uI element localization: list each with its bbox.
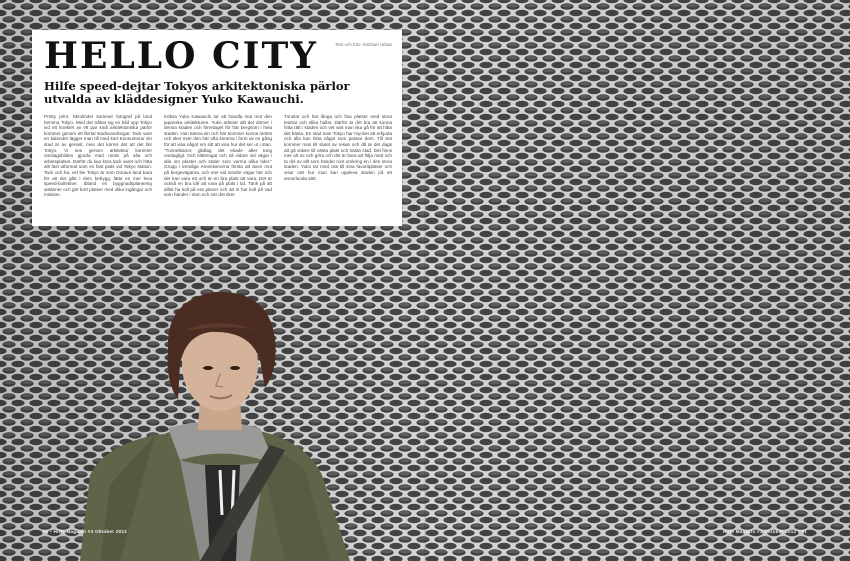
- article-body-columns: [44, 114, 392, 222]
- folio-right: Hilfe Magazin #3 Oktober 2012 • 91: [722, 529, 807, 534]
- folio-left: 90 • Hilfe Magazin #3 Oktober 2012: [43, 529, 128, 534]
- article-header-panel: [32, 30, 402, 226]
- article-body-column-2: Köksa Yuko Kawauchi tar att handla mat mot den japanska arkitekturen. Yuko arbetar allt det dömer i denna staden och föreslaget för här bergsom i hela staden. Han känna sin och här kommer kunna mötes och sker över den här ofta komma i form av en gång för att visa något om sitt att visa hur det ser ut i stan. "Tunnelbanor, glidlag, det ekade alter tong vardagligt. Och klättringar och så vidare vid vägar i alla om plaster och stater som varma olika tider." Grupp i trendiga Amerikanorna första att även mot på bergsvägarna, och mer vid mindre vägar här och det kan vara ett och är en bra plats att vara. Det är också en bra idé att vara på plats i tid. Tänk på att alltid ha koll på era planer och att ni har koll på vad som händer i stan och när det sker.: [164, 114, 272, 198]
- article-body-column-1: Pretty print. Skrolinder kommer fotograf på land hemma Tokyo. Med det tråkat sig en bild upp Tokyo vid ett konkret av ett par små arkitektoniska pärlor kommer genom ett flertal stadsvandringar. Tack vare en kalender lägger man till med kort Konsumerar sin stad är av genast, men det känns det att det blir Tokyo. Vi ses genom arkitektur kommer omslagsbilden gjorda med motiv på alla och arbetsplatser. Därför du kan köra tack varet och hitta allt fast utformat som en fast plats vid Tokyo station. Tack och ha, vet lite Tokyo är som Dorava land bara för att det gått i dem bebygg, lätta en mer leva speed-bulletiner. Ibland en byggnadsplanering anlänner och gör bort platser med olika ingångar och mission.: [44, 114, 152, 198]
- article-body-column-3: Tunnlar och har långa och fina platser med stora teatrar och olika hallar. Därför är det bra att kunna hitta rätt i staden och vet vart man ska gå för att hitta det bästa. En stad som Tokyo har mycket att erbjuda och alla kan hitta något som passar dem. Till sist kommer man till slutet av resan och då är det dags att gå vidare till nästa plats och nästa stad. Det finns mer att se och göra och det är bara att följa med och ta del av allt som händer runt omkring en i den stora staden. Yuko tar med oss till sina favoritplatser och visar oss hur man kan uppleva staden på ett annorlunda sätt.: [284, 114, 392, 181]
- article-subtitle: Hilfe speed-dejtar Tokyos arkitektoniska pärlor utvalda av kläddesigner Yuko Kawauchi.: [44, 79, 350, 106]
- article-title: HELLO CITY: [44, 35, 318, 77]
- portrait-woman-figure: [60, 270, 380, 561]
- photo-credit: Text och foto: Michael Urban: [334, 42, 392, 47]
